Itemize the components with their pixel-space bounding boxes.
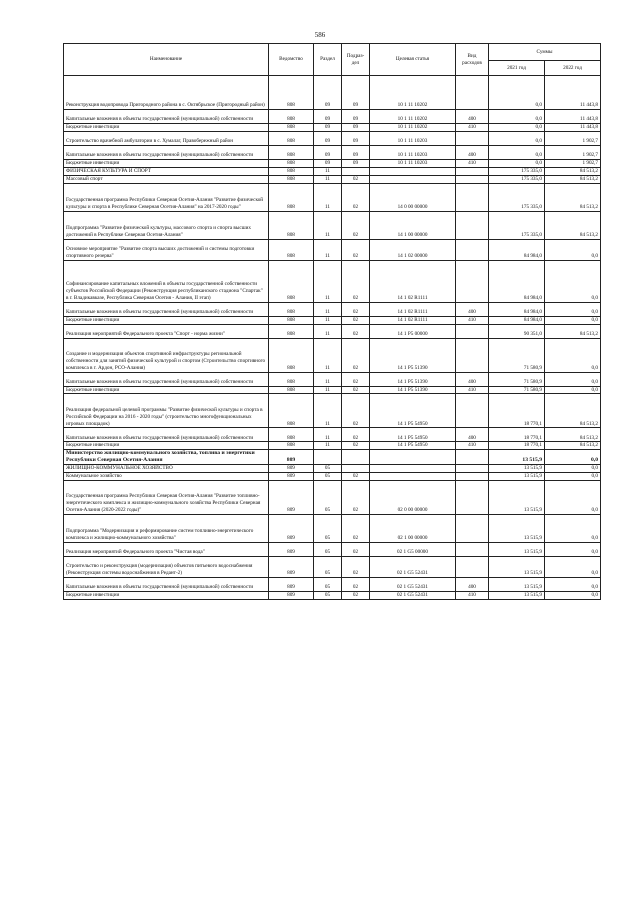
cell-sub: 02 xyxy=(342,480,370,514)
cell-sub: 02 xyxy=(342,260,370,302)
cell-target: 10 1 11 10203 xyxy=(370,159,456,167)
cell-target: 14 1 P5 51390 xyxy=(370,372,456,386)
cell-dept: 808 xyxy=(269,338,314,372)
cell-type xyxy=(456,394,489,428)
cell-type xyxy=(456,76,489,110)
cell-target: 14 0 00 00000 xyxy=(370,183,456,211)
cell-target: 14 1 02 R1111 xyxy=(370,316,456,324)
cell-v2022: 0,0 xyxy=(545,556,601,577)
cell-type xyxy=(456,450,489,465)
cell-v2022: 84 513,2 xyxy=(545,442,601,450)
cell-sec: 05 xyxy=(314,577,342,591)
cell-sub: 02 xyxy=(342,183,370,211)
table-row xyxy=(64,260,601,302)
cell-name: Реализация мероприятий Федерального проекта "Чистая вода" xyxy=(64,542,269,556)
cell-type xyxy=(456,260,489,302)
cell-v2022: 11 443,8 xyxy=(545,76,601,110)
cell-name: Коммунальное хозяйство xyxy=(64,473,269,481)
cell-v2022: 11 443,8 xyxy=(545,110,601,124)
header-2022: 2022 год xyxy=(545,61,601,76)
cell-sec: 05 xyxy=(314,465,342,473)
cell-v2021: 175 335,0 xyxy=(489,183,545,211)
cell-v2022: 84 513,2 xyxy=(545,324,601,338)
table-row xyxy=(64,386,601,394)
cell-type xyxy=(456,211,489,239)
table-row xyxy=(64,302,601,316)
cell-sec: 11 xyxy=(314,442,342,450)
cell-dept: 808 xyxy=(269,428,314,442)
cell-target: 02 1 G5 52431 xyxy=(370,556,456,577)
cell-sec: 09 xyxy=(314,124,342,132)
cell-v2021: 0,0 xyxy=(489,124,545,132)
cell-v2021: 0,0 xyxy=(489,131,545,145)
cell-target: 14 1 02 R1111 xyxy=(370,302,456,316)
cell-v2021: 18 770,1 xyxy=(489,394,545,428)
cell-sec: 05 xyxy=(314,591,342,599)
cell-v2021: 71 580,9 xyxy=(489,338,545,372)
cell-v2021: 0,0 xyxy=(489,110,545,124)
cell-dept: 809 xyxy=(269,480,314,514)
cell-sub: 02 xyxy=(342,542,370,556)
table-row xyxy=(64,316,601,324)
cell-type: 400 xyxy=(456,145,489,159)
cell-v2021: 0,0 xyxy=(489,145,545,159)
cell-name: Реконструкция водопровода Пригородного района в с. Октябрьское (Пригородный район) xyxy=(64,76,269,110)
cell-sec: 11 xyxy=(314,372,342,386)
cell-sec: 11 xyxy=(314,302,342,316)
cell-type: 410 xyxy=(456,442,489,450)
cell-sub: 02 xyxy=(342,394,370,428)
cell-name: Капитальные вложения в объекты государственной (муниципальной) собственности xyxy=(64,372,269,386)
cell-v2021: 13 515,9 xyxy=(489,465,545,473)
cell-v2021: 175 335,0 xyxy=(489,211,545,239)
cell-sec: 11 xyxy=(314,167,342,175)
table-row xyxy=(64,556,601,577)
cell-dept: 808 xyxy=(269,386,314,394)
cell-target: 10 1 11 10203 xyxy=(370,145,456,159)
cell-v2021: 13 515,9 xyxy=(489,556,545,577)
cell-target: 10 1 11 10203 xyxy=(370,131,456,145)
cell-type: 400 xyxy=(456,110,489,124)
cell-dept: 808 xyxy=(269,175,314,183)
header-subsection: Подраз-дел xyxy=(342,44,370,76)
cell-v2021: 84 984,0 xyxy=(489,316,545,324)
cell-v2021: 175 335,0 xyxy=(489,175,545,183)
cell-v2022: 1 902,7 xyxy=(545,145,601,159)
cell-target: 14 1 02 R1111 xyxy=(370,260,456,302)
cell-dept: 808 xyxy=(269,394,314,428)
cell-name: Массовый спорт xyxy=(64,175,269,183)
cell-name: Реализация мероприятий Федерального проекта "Спорт - норма жизни" xyxy=(64,324,269,338)
cell-sec: 05 xyxy=(314,514,342,542)
cell-dept: 808 xyxy=(269,110,314,124)
table-row xyxy=(64,542,601,556)
cell-target: 02 1 00 00000 xyxy=(370,514,456,542)
table-row xyxy=(64,428,601,442)
cell-name: Бюджетные инвестиции xyxy=(64,316,269,324)
cell-sub xyxy=(342,465,370,473)
cell-v2022: 84 513,2 xyxy=(545,167,601,175)
cell-v2021: 18 770,1 xyxy=(489,428,545,442)
cell-type: 400 xyxy=(456,302,489,316)
cell-v2021: 18 770,1 xyxy=(489,442,545,450)
cell-sec: 05 xyxy=(314,556,342,577)
table-row xyxy=(64,76,601,110)
cell-sec: 09 xyxy=(314,131,342,145)
cell-name: Основное мероприятие "Развитие спорта высших достижений и системы подготовки спортивного резерва" xyxy=(64,239,269,260)
cell-sub: 02 xyxy=(342,338,370,372)
cell-sec: 11 xyxy=(314,338,342,372)
cell-sec: 11 xyxy=(314,324,342,338)
cell-dept: 808 xyxy=(269,316,314,324)
cell-sub: 02 xyxy=(342,211,370,239)
cell-target: 14 1 P5 51390 xyxy=(370,386,456,394)
header-section: Раздел xyxy=(314,44,342,76)
cell-target: 14 1 P5 54950 xyxy=(370,394,456,428)
cell-target: 02 1 G5 52431 xyxy=(370,577,456,591)
cell-name: ФИЗИЧЕСКАЯ КУЛЬТУРА И СПОРТ xyxy=(64,167,269,175)
cell-sec: 11 xyxy=(314,175,342,183)
cell-v2022: 0,0 xyxy=(545,465,601,473)
cell-dept: 809 xyxy=(269,473,314,481)
cell-type xyxy=(456,175,489,183)
cell-sec: 11 xyxy=(314,260,342,302)
table-row xyxy=(64,131,601,145)
cell-target: 02 1 G5 52431 xyxy=(370,591,456,599)
cell-dept: 809 xyxy=(269,542,314,556)
cell-v2021: 84 984,0 xyxy=(489,260,545,302)
cell-v2021: 13 515,9 xyxy=(489,591,545,599)
cell-sub: 09 xyxy=(342,131,370,145)
cell-dept: 808 xyxy=(269,76,314,110)
cell-v2021: 175 335,0 xyxy=(489,167,545,175)
cell-sub: 09 xyxy=(342,76,370,110)
cell-sub: 09 xyxy=(342,124,370,132)
cell-name: Капитальные вложения в объекты государственной (муниципальной) собственности xyxy=(64,428,269,442)
cell-sec: 09 xyxy=(314,110,342,124)
cell-target xyxy=(370,465,456,473)
cell-sec: 11 xyxy=(314,316,342,324)
cell-v2022: 0,0 xyxy=(545,473,601,481)
cell-name: Бюджетные инвестиции xyxy=(64,591,269,599)
cell-name: Строительство врачебной амбулатории в с. Хумалаг, Правобережный район xyxy=(64,131,269,145)
cell-v2022: 84 513,2 xyxy=(545,183,601,211)
cell-sub: 02 xyxy=(342,239,370,260)
cell-dept: 808 xyxy=(269,302,314,316)
cell-dept: 809 xyxy=(269,577,314,591)
cell-sec: 11 xyxy=(314,386,342,394)
table-row xyxy=(64,145,601,159)
cell-sub: 02 xyxy=(342,442,370,450)
cell-sub: 02 xyxy=(342,556,370,577)
cell-v2022: 0,0 xyxy=(545,302,601,316)
table-row xyxy=(64,159,601,167)
cell-type xyxy=(456,480,489,514)
cell-v2021: 0,0 xyxy=(489,76,545,110)
cell-target: 02 0 00 00000 xyxy=(370,480,456,514)
table-row xyxy=(64,450,601,465)
cell-v2022: 84 513,2 xyxy=(545,428,601,442)
cell-dept: 808 xyxy=(269,260,314,302)
cell-v2021: 13 515,9 xyxy=(489,480,545,514)
cell-sub: 02 xyxy=(342,577,370,591)
cell-sec: 11 xyxy=(314,239,342,260)
cell-type: 400 xyxy=(456,428,489,442)
cell-sub: 09 xyxy=(342,110,370,124)
cell-name: Реализация федеральной целевой программы "Развитие физической культуры и спорта в Российской Федерации на 2016 - 2020 годы" (строительство многофункциональных игровых площадок) xyxy=(64,394,269,428)
table-row xyxy=(64,480,601,514)
cell-dept: 808 xyxy=(269,324,314,338)
cell-dept: 809 xyxy=(269,514,314,542)
cell-v2022: 0,0 xyxy=(545,386,601,394)
cell-v2022: 1 902,7 xyxy=(545,131,601,145)
cell-dept: 809 xyxy=(269,591,314,599)
cell-name: Создание и модернизация объектов спортивной инфраструктуры региональной собственности для занятий физической культурой и спортом (Строительство спортивного комплекса в г. Ардон, РСО-Алания) xyxy=(64,338,269,372)
cell-sec: 05 xyxy=(314,480,342,514)
table-row xyxy=(64,465,601,473)
cell-v2022: 11 443,8 xyxy=(545,124,601,132)
cell-dept: 808 xyxy=(269,372,314,386)
table-row xyxy=(64,372,601,386)
header-target: Целевая статья xyxy=(370,44,456,76)
cell-type xyxy=(456,556,489,577)
cell-type xyxy=(456,239,489,260)
cell-type xyxy=(456,131,489,145)
cell-target: 14 1 00 00000 xyxy=(370,211,456,239)
cell-sec: 11 xyxy=(314,428,342,442)
cell-type: 410 xyxy=(456,159,489,167)
cell-v2022: 0,0 xyxy=(545,260,601,302)
cell-target: 14 1 P5 51390 xyxy=(370,338,456,372)
cell-name: Капитальные вложения в объекты государственной (муниципальной) собственности xyxy=(64,577,269,591)
cell-sec: 09 xyxy=(314,76,342,110)
cell-type xyxy=(456,183,489,211)
header-name: Наименование xyxy=(64,44,269,76)
table-row xyxy=(64,211,601,239)
table-row xyxy=(64,442,601,450)
cell-dept: 808 xyxy=(269,145,314,159)
header-exp-type: Вид расходов xyxy=(456,44,489,76)
cell-v2022: 0,0 xyxy=(545,239,601,260)
cell-name: Государственная программа Республики Северная Осетия-Алания "Развитие физической культуры и спорта в Республике Северная Осетия-Алания" на 2017-2020 годы" xyxy=(64,183,269,211)
cell-v2021: 13 515,9 xyxy=(489,450,545,465)
cell-target: 10 1 11 10202 xyxy=(370,124,456,132)
table-row xyxy=(64,239,601,260)
cell-target: 14 1 P5 54950 xyxy=(370,442,456,450)
cell-type xyxy=(456,324,489,338)
cell-type xyxy=(456,465,489,473)
cell-dept: 808 xyxy=(269,124,314,132)
cell-name: Бюджетные инвестиции xyxy=(64,159,269,167)
cell-type: 400 xyxy=(456,372,489,386)
cell-sub: 02 xyxy=(342,175,370,183)
cell-name: ЖИЛИЩНО-КОММУНАЛЬНОЕ ХОЗЯЙСТВО xyxy=(64,465,269,473)
table-row xyxy=(64,338,601,372)
cell-target: 14 1 P5 54950 xyxy=(370,428,456,442)
cell-v2021: 0,0 xyxy=(489,159,545,167)
table-row xyxy=(64,124,601,132)
cell-v2021: 13 515,9 xyxy=(489,473,545,481)
cell-dept: 809 xyxy=(269,465,314,473)
cell-v2021: 71 580,9 xyxy=(489,386,545,394)
table-row xyxy=(64,591,601,599)
table-row xyxy=(64,324,601,338)
cell-target xyxy=(370,167,456,175)
header-dept: Ведомство xyxy=(269,44,314,76)
cell-v2021: 84 984,0 xyxy=(489,302,545,316)
table-row xyxy=(64,394,601,428)
cell-name: Софинансирование капитальных вложений в объекты государственной собственности субъектов Российской Федерации (Реконструкция республиканского стадиона "Спартак" в г. Владикавказе, Республика Северная Осетия - Алания, II этап) xyxy=(64,260,269,302)
cell-sec: 05 xyxy=(314,473,342,481)
cell-name: Министерство жилищно-коммунального хозяйства, топлива и энергетики Республики Северная Осетия-Алания xyxy=(64,450,269,465)
cell-dept: 809 xyxy=(269,556,314,577)
cell-sub: 02 xyxy=(342,473,370,481)
cell-target: 14 1 02 00000 xyxy=(370,239,456,260)
cell-v2022: 0,0 xyxy=(545,542,601,556)
cell-sub: 09 xyxy=(342,145,370,159)
cell-sec xyxy=(314,450,342,465)
cell-dept: 808 xyxy=(269,442,314,450)
cell-v2022: 0,0 xyxy=(545,372,601,386)
cell-type: 400 xyxy=(456,577,489,591)
cell-dept: 808 xyxy=(269,211,314,239)
cell-v2022: 0,0 xyxy=(545,450,601,465)
cell-v2022: 84 513,2 xyxy=(545,175,601,183)
table-row xyxy=(64,175,601,183)
table-row xyxy=(64,514,601,542)
cell-name: Капитальные вложения в объекты государственной (муниципальной) собственности xyxy=(64,302,269,316)
cell-name: Подпрограмма "Развитие физической культуры, массового спорта и спорта высших достижений в Республике Северная Осетия-Алания" xyxy=(64,211,269,239)
cell-v2022: 0,0 xyxy=(545,338,601,372)
cell-sub: 02 xyxy=(342,386,370,394)
cell-v2022: 1 902,7 xyxy=(545,159,601,167)
cell-name: Капитальные вложения в объекты государственной (муниципальной) собственности xyxy=(64,145,269,159)
cell-target xyxy=(370,175,456,183)
cell-dept: 808 xyxy=(269,183,314,211)
cell-v2021: 84 984,0 xyxy=(489,239,545,260)
cell-sub xyxy=(342,167,370,175)
cell-dept: 808 xyxy=(269,239,314,260)
cell-type: 410 xyxy=(456,124,489,132)
cell-dept: 808 xyxy=(269,131,314,145)
cell-target xyxy=(370,450,456,465)
cell-name: Государственная программа Республики Северная Осетия-Алания "Развитие топливно-энергетического комплекса и жилищно-коммунального хозяйства Республики Северная Осетия-Алания (2020-2022 годы)" xyxy=(64,480,269,514)
cell-sub: 02 xyxy=(342,316,370,324)
table-row xyxy=(64,577,601,591)
table-row xyxy=(64,473,601,481)
cell-name: Бюджетные инвестиции xyxy=(64,386,269,394)
cell-type xyxy=(456,542,489,556)
cell-dept: 809 xyxy=(269,450,314,465)
cell-v2022: 0,0 xyxy=(545,577,601,591)
cell-name: Капитальные вложения в объекты государственной (муниципальной) собственности xyxy=(64,110,269,124)
cell-type xyxy=(456,167,489,175)
cell-v2021: 71 580,9 xyxy=(489,372,545,386)
cell-v2022: 0,0 xyxy=(545,316,601,324)
cell-sec: 11 xyxy=(314,211,342,239)
cell-type: 410 xyxy=(456,316,489,324)
cell-name: Бюджетные инвестиции xyxy=(64,124,269,132)
cell-sec: 11 xyxy=(314,394,342,428)
cell-v2021: 13 515,9 xyxy=(489,542,545,556)
page-number: 586 xyxy=(314,31,326,39)
cell-sec: 11 xyxy=(314,183,342,211)
header-2021: 2021 год xyxy=(489,61,545,76)
cell-type xyxy=(456,338,489,372)
cell-v2022: 0,0 xyxy=(545,591,601,599)
cell-sub: 02 xyxy=(342,514,370,542)
cell-sec: 09 xyxy=(314,145,342,159)
cell-v2022: 84 513,2 xyxy=(545,211,601,239)
budget-table xyxy=(63,43,601,600)
header-sums: Суммы xyxy=(489,44,601,61)
cell-v2022: 0,0 xyxy=(545,514,601,542)
table-row xyxy=(64,167,601,175)
cell-type: 410 xyxy=(456,591,489,599)
cell-name: Подпрограмма "Модернизация и реформирование систем топливно-энергетического комплекса и жилищно-коммунального хозяйства" xyxy=(64,514,269,542)
cell-v2021: 13 515,9 xyxy=(489,577,545,591)
cell-v2021: 90 351,0 xyxy=(489,324,545,338)
cell-dept: 808 xyxy=(269,159,314,167)
table-row xyxy=(64,110,601,124)
table-row xyxy=(64,183,601,211)
cell-sub: 02 xyxy=(342,324,370,338)
cell-sub: 02 xyxy=(342,591,370,599)
cell-v2021: 13 515,9 xyxy=(489,514,545,542)
cell-sub: 09 xyxy=(342,159,370,167)
cell-v2022: 84 513,2 xyxy=(545,394,601,428)
cell-name: Строительство и реконструкция (модернизация) объектов питьевого водоснабжения (Реконструкция системы водоснабжения в Редант-2) xyxy=(64,556,269,577)
cell-type xyxy=(456,514,489,542)
cell-sub xyxy=(342,450,370,465)
cell-target: 02 1 G5 00000 xyxy=(370,542,456,556)
cell-target xyxy=(370,473,456,481)
cell-sec: 05 xyxy=(314,542,342,556)
cell-type: 410 xyxy=(456,386,489,394)
cell-target: 14 1 P5 00000 xyxy=(370,324,456,338)
cell-sub: 02 xyxy=(342,428,370,442)
cell-sub: 02 xyxy=(342,372,370,386)
cell-name: Бюджетные инвестиции xyxy=(64,442,269,450)
cell-target: 10 1 11 10202 xyxy=(370,76,456,110)
cell-target: 10 1 11 10202 xyxy=(370,110,456,124)
cell-sec: 09 xyxy=(314,159,342,167)
cell-v2022: 0,0 xyxy=(545,480,601,514)
cell-type xyxy=(456,473,489,481)
cell-sub: 02 xyxy=(342,302,370,316)
cell-dept: 808 xyxy=(269,167,314,175)
